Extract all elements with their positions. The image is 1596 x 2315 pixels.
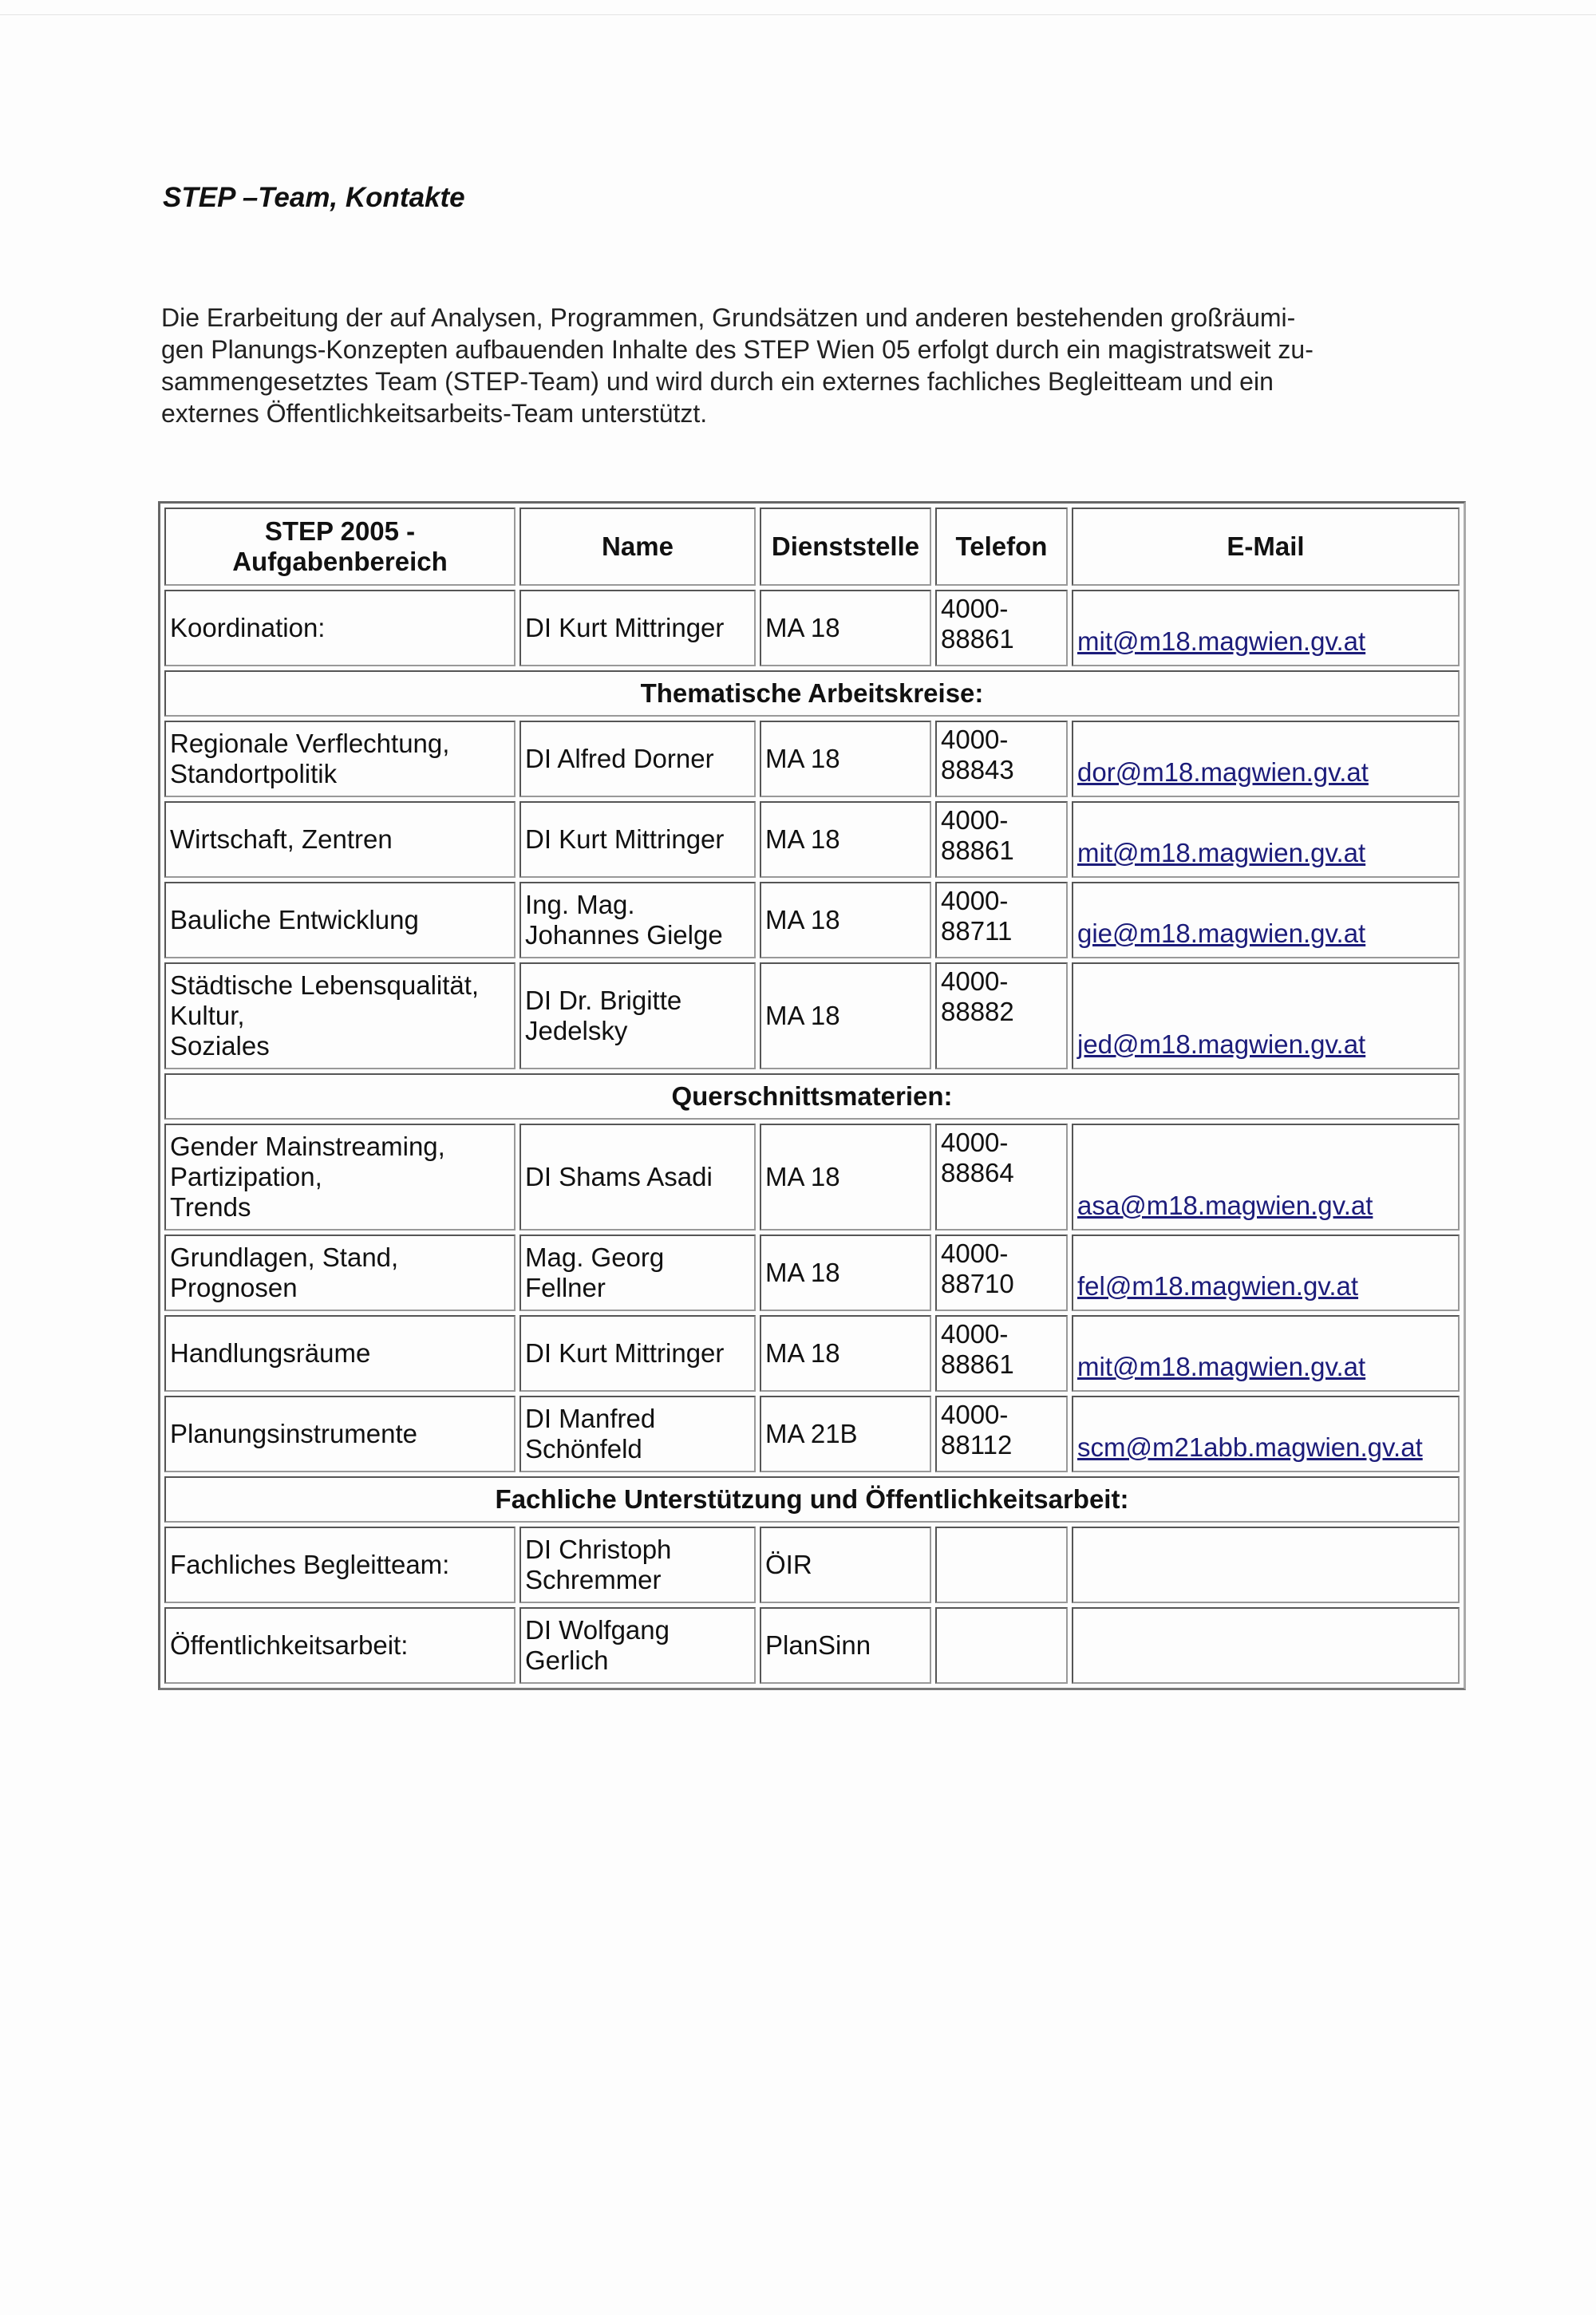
table-row [164,590,1460,666]
department-cell: MA 18 [760,590,931,666]
email-cell [1072,801,1460,878]
email-link[interactable]: dor@m18.magwien.gv.at [1077,757,1369,787]
section-row [164,670,1460,717]
area-cell: Wirtschaft, Zentren [164,801,516,878]
name-cell: DI Kurt Mittringer [519,590,756,666]
name-cell: DI Manfred Schönfeld [519,1396,756,1472]
email-link[interactable]: jed@m18.magwien.gv.at [1077,1029,1366,1059]
email-cell [1072,721,1460,797]
section-heading: Fachliche Unterstützung und Öffentlichkeitsarbeit: [164,1476,1460,1523]
department-cell: MA 18 [760,1124,931,1231]
name-cell: DI Shams Asadi [519,1124,756,1231]
department-cell: MA 18 [760,1235,931,1311]
header-name: Name [519,508,756,586]
phone-cell [935,1607,1068,1684]
section-heading: Thematische Arbeitskreise: [164,670,1460,717]
area-cell: Öffentlichkeitsarbeit: [164,1607,516,1684]
email-link[interactable]: fel@m18.magwien.gv.at [1077,1271,1359,1301]
table-row [164,721,1460,797]
email-link[interactable]: asa@m18.magwien.gv.at [1077,1191,1373,1220]
header-aufgabenbereich: STEP 2005 - Aufgabenbereich [164,508,516,586]
contacts-table [158,501,1466,1690]
department-cell: ÖIR [760,1527,931,1603]
table-row [164,882,1460,958]
department-cell: MA 18 [760,801,931,878]
header-telefon: Telefon [935,508,1068,586]
table-row [164,1315,1460,1392]
email-cell [1072,1124,1460,1231]
table-header-row [164,508,1460,586]
email-link[interactable]: mit@m18.magwien.gv.at [1077,838,1366,867]
phone-cell: 4000- 88843 [935,721,1068,797]
table-row [164,1235,1460,1311]
page-title: STEP –Team, Kontakte [163,182,465,213]
name-cell: DI Wolfgang Gerlich [519,1607,756,1684]
intro-paragraph: Die Erarbeitung der auf Analysen, Programmen, Grundsätzen und anderen bestehenden großräumi- gen Planungs-Konzepten aufbauenden Inhalte des STEP Wien 05 erfolgt durch ein magistratsweit zu- sammengesetztes Team (STEP-Team) und wird durch ein externes fachliches Begleitteam und ein externes Öffentlichkeitsarbeits-Team unterstützt. [161,303,1314,428]
name-cell: DI Dr. Brigitte Jedelsky [519,962,756,1069]
phone-cell: 4000- 88861 [935,1315,1068,1392]
phone-cell: 4000- 88882 [935,962,1068,1069]
area-cell: Fachliches Begleitteam: [164,1527,516,1603]
phone-cell: 4000- 88710 [935,1235,1068,1311]
email-cell [1072,1235,1460,1311]
section-row [164,1073,1460,1120]
section-row [164,1476,1460,1523]
table-row [164,1527,1460,1603]
area-cell: Handlungsräume [164,1315,516,1392]
phone-cell [935,1527,1068,1603]
area-cell: Koordination: [164,590,516,666]
email-cell [1072,882,1460,958]
phone-cell: 4000- 88861 [935,801,1068,878]
phone-cell: 4000- 88112 [935,1396,1068,1472]
table-row [164,1124,1460,1231]
email-link[interactable]: mit@m18.magwien.gv.at [1077,1352,1366,1381]
header-dienststelle: Dienststelle [760,508,931,586]
area-cell: Bauliche Entwicklung [164,882,516,958]
phone-cell: 4000- 88861 [935,590,1068,666]
area-cell: Grundlagen, Stand, Prognosen [164,1235,516,1311]
section-heading: Querschnittsmaterien: [164,1073,1460,1120]
department-cell: MA 18 [760,882,931,958]
department-cell: MA 18 [760,1315,931,1392]
area-cell: Gender Mainstreaming, Partizipation, Trends [164,1124,516,1231]
name-cell: DI Kurt Mittringer [519,1315,756,1392]
department-cell: MA 18 [760,962,931,1069]
email-cell [1072,1396,1460,1472]
table-row [164,801,1460,878]
table-row [164,962,1460,1069]
name-cell: DI Christoph Schremmer [519,1527,756,1603]
name-cell: Ing. Mag. Johannes Gielge [519,882,756,958]
table-row [164,1607,1460,1684]
name-cell: DI Kurt Mittringer [519,801,756,878]
area-cell: Planungsinstrumente [164,1396,516,1472]
email-link[interactable]: mit@m18.magwien.gv.at [1077,626,1366,656]
email-cell [1072,1527,1460,1603]
header-email: E-Mail [1072,508,1460,586]
email-link[interactable]: scm@m21abb.magwien.gv.at [1077,1432,1423,1462]
phone-cell: 4000- 88711 [935,882,1068,958]
name-cell: Mag. Georg Fellner [519,1235,756,1311]
department-cell: MA 21B [760,1396,931,1472]
email-cell [1072,1315,1460,1392]
name-cell: DI Alfred Dorner [519,721,756,797]
page-edge [0,14,1596,15]
email-cell [1072,1607,1460,1684]
phone-cell: 4000- 88864 [935,1124,1068,1231]
email-cell [1072,590,1460,666]
table-row [164,1396,1460,1472]
area-cell: Regionale Verflechtung, Standortpolitik [164,721,516,797]
area-cell: Städtische Lebensqualität, Kultur, Soziales [164,962,516,1069]
email-cell [1072,962,1460,1069]
department-cell: PlanSinn [760,1607,931,1684]
email-link[interactable]: gie@m18.magwien.gv.at [1077,918,1366,948]
department-cell: MA 18 [760,721,931,797]
